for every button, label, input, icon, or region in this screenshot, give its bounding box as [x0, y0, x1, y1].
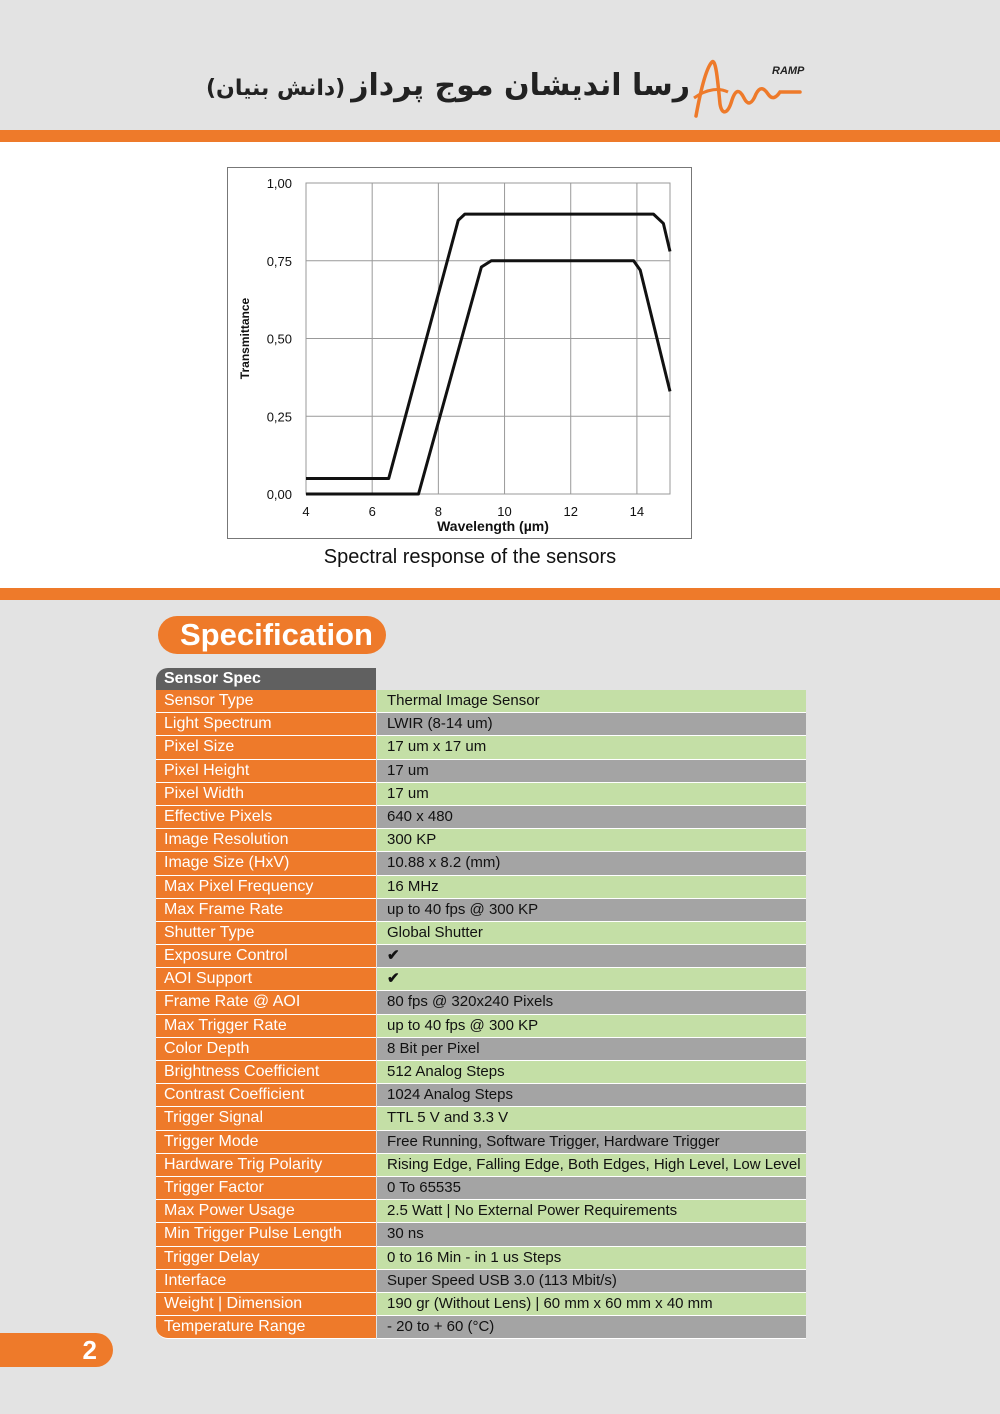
table-row [156, 1038, 806, 1061]
x-tick-label: 12 [563, 504, 578, 519]
company-name [205, 68, 690, 103]
table-row [156, 1177, 806, 1200]
logo-text: RAMP [772, 65, 805, 77]
spec-value: ✔ [377, 968, 806, 991]
spec-value: 8 Bit per Pixel [377, 1038, 806, 1061]
spec-label: Pixel Width [156, 783, 376, 806]
x-axis-label: Wavelength (µm) [437, 518, 549, 534]
spec-value: 16 MHz [377, 876, 806, 899]
spec-label: Frame Rate @ AOI [156, 991, 376, 1014]
spec-value: Thermal Image Sensor [377, 690, 806, 713]
table-row [156, 945, 806, 968]
spec-label: Temperature Range [156, 1316, 376, 1339]
spec-value: 300 KP [377, 829, 806, 852]
spec-value: - 20 to + 60 (°C) [377, 1316, 806, 1339]
spec-value: Super Speed USB 3.0 (113 Mbit/s) [377, 1270, 806, 1293]
spec-label: Effective Pixels [156, 806, 376, 829]
spec-label: Color Depth [156, 1038, 376, 1061]
series-line-upper [306, 214, 670, 478]
table-row [156, 783, 806, 806]
chart-caption: Spectral response of the sensors [323, 546, 617, 568]
table-row [156, 1200, 806, 1223]
spec-value: 17 um x 17 um [377, 736, 806, 759]
company-name-sub: (دانش بنیان) [205, 76, 346, 101]
table-row [156, 1107, 806, 1130]
spec-label: Interface [156, 1270, 376, 1293]
table-row [156, 1247, 806, 1270]
spec-value: 0 to 16 Min - in 1 us Steps [377, 1247, 806, 1270]
table-row [156, 713, 806, 736]
spec-label: AOI Support [156, 968, 376, 991]
table-row [156, 1015, 806, 1038]
spec-label: Max Trigger Rate [156, 1015, 376, 1038]
table-row [156, 876, 806, 899]
table-row [156, 1084, 806, 1107]
spec-label: Hardware Trig Polarity [156, 1154, 376, 1177]
series-line-lower [306, 261, 670, 494]
spec-section-header: Sensor Spec [156, 668, 376, 690]
spec-value: 1024 Analog Steps [377, 1084, 806, 1107]
spec-value: 0 To 65535 [377, 1177, 806, 1200]
spec-label: Max Pixel Frequency [156, 876, 376, 899]
spec-value: 80 fps @ 320x240 Pixels [377, 991, 806, 1014]
spec-label: Trigger Signal [156, 1107, 376, 1130]
spec-label: Light Spectrum [156, 713, 376, 736]
spec-label: Image Size (HxV) [156, 852, 376, 875]
spec-label: Sensor Type [156, 690, 376, 713]
y-tick-label: 0,25 [266, 409, 292, 425]
spec-value: 17 um [377, 783, 806, 806]
spec-label: Max Frame Rate [156, 899, 376, 922]
table-row [156, 1270, 806, 1293]
table-row [156, 852, 806, 875]
spec-label: Trigger Factor [156, 1177, 376, 1200]
spec-value: LWIR (8-14 um) [377, 713, 806, 736]
table-row [156, 922, 806, 945]
spec-label: Contrast Coefficient [156, 1084, 376, 1107]
spec-value: 640 x 480 [377, 806, 806, 829]
table-row [156, 736, 806, 759]
spec-label: Min Trigger Pulse Length [156, 1223, 376, 1246]
spec-label: Image Resolution [156, 829, 376, 852]
table-row [156, 690, 806, 713]
table-row [156, 1131, 806, 1154]
x-tick-label: 4 [302, 504, 310, 519]
y-tick-label: 0,50 [266, 331, 292, 347]
table-row [156, 1154, 806, 1177]
table-row [156, 1223, 806, 1246]
spec-value: 17 um [377, 760, 806, 783]
spec-label: Brightness Coefficient [156, 1061, 376, 1084]
spec-label: Max Power Usage [156, 1200, 376, 1223]
x-tick-label: 14 [629, 504, 645, 519]
spec-value: Rising Edge, Falling Edge, Both Edges, High Level, Low Level [377, 1154, 806, 1177]
page-header [0, 0, 1000, 130]
spec-value: ✔ [377, 945, 806, 968]
spec-value: up to 40 fps @ 300 KP [377, 899, 806, 922]
page-number: 2 [0, 1333, 113, 1367]
spec-value: Global Shutter [377, 922, 806, 945]
spec-value: 190 gr (Without Lens) | 60 mm x 60 mm x 40 mm [377, 1293, 806, 1316]
table-row [156, 991, 806, 1014]
spec-label: Pixel Size [156, 736, 376, 759]
table-row [156, 1293, 806, 1316]
table-row [156, 968, 806, 991]
x-tick-label: 6 [368, 504, 376, 519]
spectral-chart-frame [227, 167, 692, 539]
specification-title: Specification [158, 616, 386, 654]
spec-label: Exposure Control [156, 945, 376, 968]
x-tick-label: 8 [434, 504, 442, 519]
table-row [156, 899, 806, 922]
x-tick-label: 10 [497, 504, 512, 519]
table-row [156, 806, 806, 829]
spec-value: 10.88 x 8.2 (mm) [377, 852, 806, 875]
y-tick-label: 0,00 [266, 487, 292, 502]
table-row [156, 1316, 806, 1339]
section-divider [0, 588, 1000, 600]
spec-label: Trigger Delay [156, 1247, 376, 1270]
spec-value: 512 Analog Steps [377, 1061, 806, 1084]
header-divider [0, 130, 1000, 142]
table-row [156, 760, 806, 783]
spectral-chart [228, 168, 691, 538]
y-tick-label: 1,00 [266, 176, 292, 191]
spec-value: TTL 5 V and 3.3 V [377, 1107, 806, 1130]
spec-label: Shutter Type [156, 922, 376, 945]
table-row [156, 1061, 806, 1084]
company-name-main: رسا اندیشان موج پرداز [351, 68, 690, 103]
y-tick-label: 0,75 [266, 253, 292, 269]
spec-value: 2.5 Watt | No External Power Requirements [377, 1200, 806, 1223]
spec-label: Pixel Height [156, 760, 376, 783]
company-logo [688, 54, 808, 126]
table-row [156, 829, 806, 852]
spec-value: up to 40 fps @ 300 KP [377, 1015, 806, 1038]
y-axis-label: Transmittance [238, 297, 252, 380]
spec-table [156, 690, 806, 1339]
spec-label: Weight | Dimension [156, 1293, 376, 1316]
spec-value: 30 ns [377, 1223, 806, 1246]
spec-label: Trigger Mode [156, 1131, 376, 1154]
spec-value: Free Running, Software Trigger, Hardware Trigger [377, 1131, 806, 1154]
